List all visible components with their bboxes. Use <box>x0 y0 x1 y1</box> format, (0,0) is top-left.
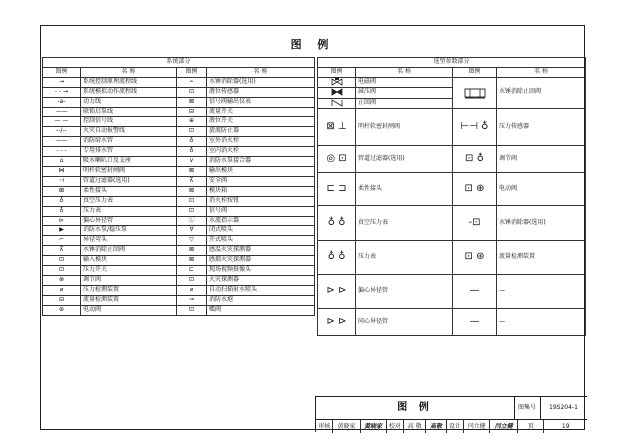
flexible-joint-icon: ⊠ <box>43 186 81 196</box>
section-title-selection: 选型参数部分 <box>318 58 586 68</box>
motorized-valve-icon: ⊛ <box>43 305 81 315</box>
fire-water-pipe-icon: —— <box>43 137 81 147</box>
legend-name: 电动阀 <box>81 305 177 315</box>
col-head-name: 名 称 <box>207 67 315 77</box>
strainer-icon: ⊣ <box>43 176 81 186</box>
legend-name: 联锁启泵线 <box>81 107 177 117</box>
table-row <box>43 295 315 305</box>
gate-valve-icon: ⋈ <box>43 166 81 176</box>
selection-parameter-table <box>317 57 586 336</box>
flexible-joint-large-icon: ⊏ ⊐ <box>318 173 356 206</box>
flow-switch-icon: ⊟ <box>177 107 207 117</box>
closed-sprinkler-icon: ∀ <box>177 226 207 236</box>
legend-name: 现场视频摄像头 <box>207 266 315 276</box>
drain-pipe-icon: ‑ ‑ ‑ <box>43 147 81 157</box>
col-head-name: 名 称 <box>497 67 586 77</box>
fire-monitor-icon: ⊸ <box>177 295 207 305</box>
empty-icon: — <box>453 309 497 336</box>
pump-icon: ▶ <box>43 226 81 236</box>
pressure-gauge-icon: ♁ <box>43 206 81 216</box>
legend-name: 感烟火灾探测器 <box>207 256 315 266</box>
designer-signature: 闫立健 <box>490 420 518 433</box>
legend-name: 流量检测装置 <box>497 241 586 275</box>
legend-name: 异径弯头 <box>81 236 177 246</box>
legend-name: 消火栓按钮 <box>207 196 315 206</box>
atlas-number: 19S204-1 <box>549 404 578 411</box>
legend-name: 消防水泵接合器 <box>207 157 315 167</box>
flame-detector-icon: ⊡ <box>177 275 207 285</box>
input-module-icon: ⊡ <box>43 256 81 266</box>
legend-name: 电动阀 <box>497 173 586 206</box>
legend-name: 液位传感器 <box>207 87 315 97</box>
pressure-sensor-icon: ⊢⊣ ♁ <box>453 109 497 146</box>
drawing-sheet <box>40 25 585 430</box>
legend-name: 偏心异径管 <box>356 275 453 309</box>
table-row <box>43 157 315 167</box>
table-row <box>318 109 586 146</box>
table-row <box>43 117 315 127</box>
atlas-label: 图集号 <box>514 397 541 419</box>
table-row <box>43 275 315 285</box>
empty-icon: — <box>453 275 497 309</box>
reducing-elbow-icon: ⌐ <box>43 236 81 246</box>
table-row <box>43 127 315 137</box>
legend-name: 压力表 <box>81 206 177 216</box>
open-sprinkler-icon: ▽ <box>177 236 207 246</box>
legend-name: 同心异径管 <box>356 309 453 336</box>
scanning-nozzle-icon: ⌀ <box>177 285 207 295</box>
col-head-symbol: 图例 <box>177 67 207 77</box>
legend-name: 水锤消除器(选用) <box>207 77 315 87</box>
outdoor-hydrant-icon: ♁ <box>177 137 207 147</box>
legend-name: 止回阀 <box>356 98 453 108</box>
table-row <box>43 216 315 226</box>
legend-name: 水锤消除止回阀 <box>497 77 586 108</box>
legend-name: 模块箱 <box>207 186 315 196</box>
motorized-valve-large-icon: ⊡ ⊕ <box>453 173 497 206</box>
table-row <box>43 226 315 236</box>
legend-name: 输入模块 <box>81 256 177 266</box>
eccentric-reducer-icon: ⊳ <box>43 216 81 226</box>
table-row <box>318 146 586 173</box>
legend-name: 开式喷头 <box>207 236 315 246</box>
legend-name: 室内消火栓 <box>207 147 315 157</box>
butterfly-valve-icon: ⊡ <box>177 305 207 315</box>
legend-name: 柔性接头 <box>356 173 453 206</box>
table-row <box>43 147 315 157</box>
heat-detector-icon: ⊠ <box>177 246 207 256</box>
legend-name: 室外消火栓 <box>207 137 315 147</box>
signal-valve-icon: ⊡ <box>177 206 207 216</box>
check-label: 校对 <box>387 420 404 433</box>
table-row <box>43 137 315 147</box>
table-row <box>318 275 586 309</box>
page-label: 页 <box>518 420 544 433</box>
suction-bell-icon: ⌂ <box>43 157 81 167</box>
concentric-reducer-large-icon: ⊳ ⊳ <box>318 309 356 336</box>
col-head-name: 名 称 <box>356 67 453 77</box>
legend-name: 减压阀 <box>356 88 453 98</box>
legend-name: 感温火灾探测器 <box>207 246 315 256</box>
table-row <box>43 285 315 295</box>
flow-test-large-icon: ⊡ ⊛ <box>453 241 497 275</box>
legend-name: 吸水喇叭口及支座 <box>81 157 177 167</box>
table-row <box>43 77 315 87</box>
control-valve-icon: ⊗ <box>43 275 81 285</box>
title-block <box>315 396 587 432</box>
legend-name: 专用排水管 <box>81 147 177 157</box>
table-row <box>318 206 586 241</box>
camera-icon: ⊏ <box>177 266 207 276</box>
hammer-arrester-icon: ⌁ <box>177 77 207 87</box>
table-row <box>43 206 315 216</box>
review-label: 审核 <box>316 420 333 433</box>
signature-row <box>316 419 587 433</box>
smoke-detector-icon: ⊠ <box>177 256 207 266</box>
vacuum-gauge-icon: ♁ <box>43 196 81 206</box>
legend-name: 自动扫描射水喷头 <box>207 285 315 295</box>
legend-name: 柔性接头 <box>81 186 177 196</box>
legend-name: 闭式喷头 <box>207 226 315 236</box>
gate-valve-large-icon: ⊠ ⊥ <box>318 109 356 146</box>
check-valve-icon <box>318 98 356 108</box>
table-row <box>43 305 315 315</box>
fire-alarm-line-icon: ‑‑/‑‑ <box>43 127 81 137</box>
hammer-check-valve-icon: ⊼ <box>43 246 81 256</box>
legend-name: 系统控制原理流程线 <box>81 77 177 87</box>
vacuum-gauge-large-icon: ♁ ♁ <box>318 206 356 241</box>
level-sensor-icon: ⊡ <box>177 87 207 97</box>
legend-name: 调节阀 <box>497 146 586 173</box>
legend-name: 系统模拟动作流程线 <box>81 87 177 97</box>
legend-name: 消防水炮 <box>207 295 315 305</box>
table-row <box>43 246 315 256</box>
legend-name: 信号阀输出仪表 <box>207 97 315 107</box>
col-head-symbol: 图例 <box>43 67 81 77</box>
legend-name: 电磁阀 <box>356 77 453 87</box>
legend-name: 压力开关 <box>81 266 177 276</box>
indoor-hydrant-icon: ♁ <box>177 147 207 157</box>
control-signal-line-icon: — — <box>43 117 81 127</box>
legend-name: 管道过滤器(选用) <box>356 146 453 173</box>
power-line-icon: ‑a‑ <box>43 97 81 107</box>
table-row <box>43 196 315 206</box>
signal-valve-output-icon: ⊠ <box>177 97 207 107</box>
legend-name: 旋流防止器 <box>207 127 315 137</box>
page-title: 图 例 <box>290 38 335 51</box>
module-box-icon: ⊠ <box>177 186 207 196</box>
table-row <box>318 309 586 336</box>
hammer-arrester-large-icon: ‑⊡ <box>453 206 497 241</box>
table-row <box>43 266 315 276</box>
pressure-switch-icon: ⊡ <box>43 266 81 276</box>
section-title-system: 系统部分 <box>43 58 315 68</box>
interlock-line-icon: —— <box>43 107 81 117</box>
title-block-title: 图 例 <box>316 397 515 419</box>
legend-name: 管道过滤器(选用) <box>81 176 177 186</box>
design-label: 设计 <box>447 420 464 433</box>
col-head-symbol: 图例 <box>453 67 497 77</box>
table-row <box>43 256 315 266</box>
page-number: 19 <box>561 423 570 430</box>
pressure-test-icon: ⌀ <box>43 285 81 295</box>
vortex-preventer-icon: ⊡ <box>177 127 207 137</box>
legend-name: 信号阀 <box>207 206 315 216</box>
designer-name: 闫立健 <box>464 420 490 433</box>
legend-name: 液位开关 <box>207 117 315 127</box>
legend-name: 压力传感器 <box>497 109 586 146</box>
legend-name: 输出模块 <box>207 166 315 176</box>
pressure-gauge-large-icon: ♁ ♁ <box>318 241 356 275</box>
col-head-symbol: 图例 <box>318 67 356 77</box>
strainer-large-icon: ◎ ⊡ <box>318 146 356 173</box>
pumper-connection-icon: ∨ <box>177 157 207 167</box>
legend-name: 明杆软密封闸阀 <box>81 166 177 176</box>
table-row <box>318 173 586 206</box>
table-row <box>318 241 586 275</box>
control-valve-large-icon: ⊡ ♁ <box>453 146 497 173</box>
legend-name: 消防给水管 <box>81 137 177 147</box>
legend-name: 调节阀 <box>81 275 177 285</box>
legend-name: 火灾探测器 <box>207 275 315 285</box>
table-row <box>43 107 315 117</box>
legend-name: 流量开关 <box>207 107 315 117</box>
legend-name: 蝶阀 <box>207 305 315 315</box>
checker-signature: 高敬 <box>426 420 446 433</box>
legend-name: 消防水泵/稳压泵 <box>81 226 177 236</box>
flow-test-icon: ⊟ <box>43 295 81 305</box>
reviewer-name: 黄晓家 <box>333 420 360 433</box>
legend-name: 水锤消除止回阀 <box>81 246 177 256</box>
solenoid-valve-icon <box>318 77 356 87</box>
legend-name: 明杆软密封闸阀 <box>356 109 453 146</box>
legend-name: 流量检测装置 <box>81 295 177 305</box>
water-hammer-check-valve-icon <box>453 77 497 108</box>
reviewer-signature: 黄晓家 <box>361 420 387 433</box>
legend-name: 水锤消除器(选用) <box>497 206 586 241</box>
table-row <box>43 97 315 107</box>
pressure-reducing-valve-icon <box>318 88 356 98</box>
legend-name: 真空压力表 <box>356 206 453 241</box>
level-switch-icon: ⊕ <box>177 117 207 127</box>
flow-line-icon: → <box>43 77 81 87</box>
col-head-name: 名 称 <box>81 67 177 77</box>
legend-name: 安全阀 <box>207 176 315 186</box>
legend-name: 真空压力表 <box>81 196 177 206</box>
table-row <box>43 87 315 97</box>
legend-name: 控制信号线 <box>81 117 177 127</box>
eccentric-reducer-large-icon: ⊳ ⊳ <box>318 275 356 309</box>
system-legend-table <box>42 57 315 316</box>
table-row <box>43 166 315 176</box>
legend-name: — <box>497 309 586 336</box>
legend-name: 偏心异径管 <box>81 216 177 226</box>
output-module-icon: ⊠ <box>177 166 207 176</box>
sim-flow-line-icon: ‑ ‑ → <box>43 87 81 97</box>
legend-name: — <box>497 275 586 309</box>
table-row <box>43 186 315 196</box>
legend-name: 水流指示器 <box>207 216 315 226</box>
safety-valve-icon: ⊼ <box>177 176 207 186</box>
water-flow-indicator-icon: Ⓛ <box>177 216 207 226</box>
legend-name: 火灾自动报警线 <box>81 127 177 137</box>
table-row <box>43 236 315 246</box>
legend-name: 动力线 <box>81 97 177 107</box>
table-row <box>43 176 315 186</box>
hydrant-button-icon: ⊡ <box>177 196 207 206</box>
checker-name: 高 敬 <box>404 420 426 433</box>
legend-name: 压力检测装置 <box>81 285 177 295</box>
legend-name: 压力表 <box>356 241 453 275</box>
